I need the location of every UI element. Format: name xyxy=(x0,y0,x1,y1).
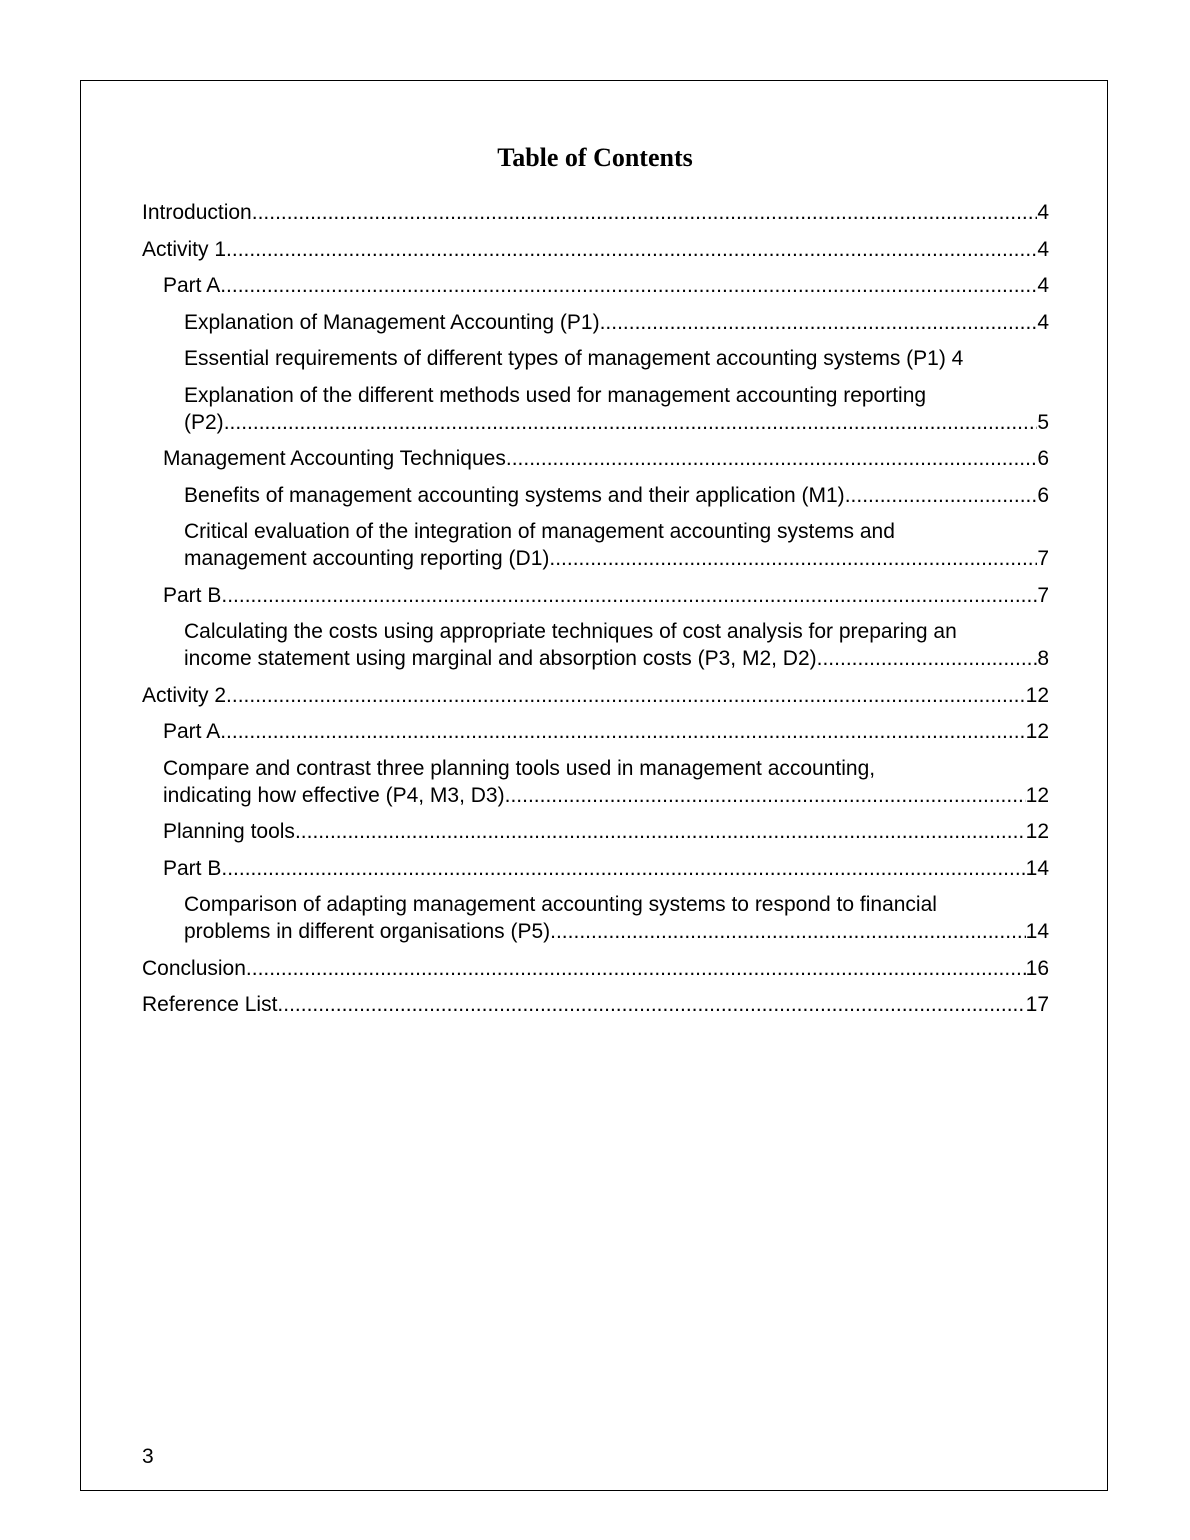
toc-entry-page: 12 xyxy=(1025,820,1049,843)
toc-entry-text: Activity 2 xyxy=(142,683,227,707)
toc-dot-leader xyxy=(506,445,1037,472)
toc-entry-page: 12 xyxy=(1025,683,1049,707)
toc-dot-leader xyxy=(226,236,1037,263)
toc-entry-text: Benefits of management accounting systems and their application (M1) xyxy=(184,483,845,507)
page-number: 3 xyxy=(142,1445,154,1468)
toc-entry-page: 12 xyxy=(1025,783,1049,807)
toc-entry[interactable] xyxy=(142,382,1049,436)
toc-entry[interactable] xyxy=(142,891,1049,945)
toc-entry-page: 4 xyxy=(1037,310,1049,334)
toc-entry-text-line: Explanation of the different methods used for management accounting reporting xyxy=(184,383,927,407)
toc-entry-text-line: Comparison of adapting management accounting systems to respond to financial xyxy=(184,893,937,916)
toc-entry-text: Reference List xyxy=(142,993,278,1016)
toc-entry-page: 17 xyxy=(1025,993,1049,1016)
toc-dot-leader xyxy=(845,482,1038,509)
toc-entry[interactable] xyxy=(142,682,1049,709)
toc-entry-text-line: Compare and contrast three planning tools used in management accounting, xyxy=(163,756,876,780)
toc-entry-text: Management Accounting Techniques xyxy=(163,447,506,470)
toc-dot-leader xyxy=(817,645,1038,672)
toc-entry-page: 4 xyxy=(1037,201,1049,224)
toc-entry-text: Explanation of Management Accounting (P1) xyxy=(184,310,600,334)
toc-entry[interactable] xyxy=(142,199,1049,226)
toc-entry[interactable] xyxy=(142,855,1049,882)
toc-entry-text: management accounting reporting (D1) xyxy=(184,547,550,570)
toc-entry-text: Essential requirements of different types of management accounting systems (P1) xyxy=(184,347,946,370)
toc-entry-text: income statement using marginal and absorption costs (P3, M2, D2) xyxy=(184,647,817,670)
toc-entry[interactable] xyxy=(142,755,1049,809)
toc-entry-text: Planning tools xyxy=(163,820,295,843)
toc-dot-leader xyxy=(295,818,1026,845)
toc-entry[interactable] xyxy=(142,445,1049,472)
toc-dot-leader xyxy=(226,682,1026,709)
toc-entry[interactable] xyxy=(142,618,1049,672)
toc-entry[interactable] xyxy=(142,272,1049,299)
toc-entry-page: 14 xyxy=(1025,856,1049,880)
toc-dot-leader xyxy=(600,309,1038,336)
toc-entry[interactable] xyxy=(142,718,1049,745)
toc-entry[interactable] xyxy=(142,309,1049,336)
toc-entry[interactable] xyxy=(142,955,1049,982)
toc-entry-page: 8 xyxy=(1037,647,1049,670)
toc-entry-page: 16 xyxy=(1025,956,1049,980)
toc-entry-page: 5 xyxy=(1037,410,1049,434)
toc-dot-leader xyxy=(549,545,1037,572)
toc-title: Table of Contents xyxy=(497,143,693,172)
toc-entry-page: 7 xyxy=(1037,583,1049,607)
toc-entry-page: 7 xyxy=(1037,547,1049,570)
toc-entry-page: 12 xyxy=(1025,720,1049,743)
toc-entry-page: 4 xyxy=(1037,274,1049,297)
toc-entry-text-line: Calculating the costs using appropriate techniques of cost analysis for preparing an xyxy=(184,620,957,643)
toc-entry-text: (P2) xyxy=(184,410,224,434)
toc-entry-text: indicating how effective (P4, M3, D3) xyxy=(163,783,505,807)
toc-entry[interactable] xyxy=(142,236,1049,263)
toc-entry[interactable] xyxy=(142,582,1049,609)
toc-entry[interactable] xyxy=(142,345,1049,372)
toc-entry-page: 6 xyxy=(1037,483,1049,507)
toc-dot-leader xyxy=(277,991,1025,1018)
toc-dot-leader xyxy=(220,272,1037,299)
toc-dot-leader xyxy=(550,918,1026,945)
toc-entry-page: 6 xyxy=(1037,447,1049,470)
toc-entry-text: Part A xyxy=(163,720,221,743)
toc-entry-text: Part B xyxy=(163,583,222,607)
toc-dot-leader xyxy=(246,955,1026,982)
toc-entry-page: 4 xyxy=(951,347,964,370)
toc-dot-leader xyxy=(221,855,1025,882)
toc-dot-leader xyxy=(252,199,1038,226)
toc-entry-text: Part A xyxy=(163,274,221,297)
toc-entry[interactable] xyxy=(142,818,1049,845)
toc-entry-text: Conclusion xyxy=(142,956,246,980)
toc-dot-leader xyxy=(505,782,1026,809)
toc-dot-leader xyxy=(224,409,1038,436)
toc-entry-text-line: Critical evaluation of the integration of management accounting systems and xyxy=(184,520,895,543)
toc-entry-page: 4 xyxy=(1037,237,1049,261)
toc-entry[interactable] xyxy=(142,482,1049,509)
toc-entry-page: 14 xyxy=(1025,920,1049,943)
toc-entry-text: Introduction xyxy=(142,201,252,224)
toc-entry-text: problems in different organisations (P5) xyxy=(184,920,551,943)
toc-entry-text: Part B xyxy=(163,856,222,880)
toc-entry-text: Activity 1 xyxy=(142,237,227,261)
toc-dot-leader xyxy=(220,718,1025,745)
table-of-contents xyxy=(142,199,1049,1028)
toc-entry[interactable] xyxy=(142,991,1049,1018)
toc-entry[interactable] xyxy=(142,518,1049,572)
toc-dot-leader xyxy=(221,582,1037,609)
